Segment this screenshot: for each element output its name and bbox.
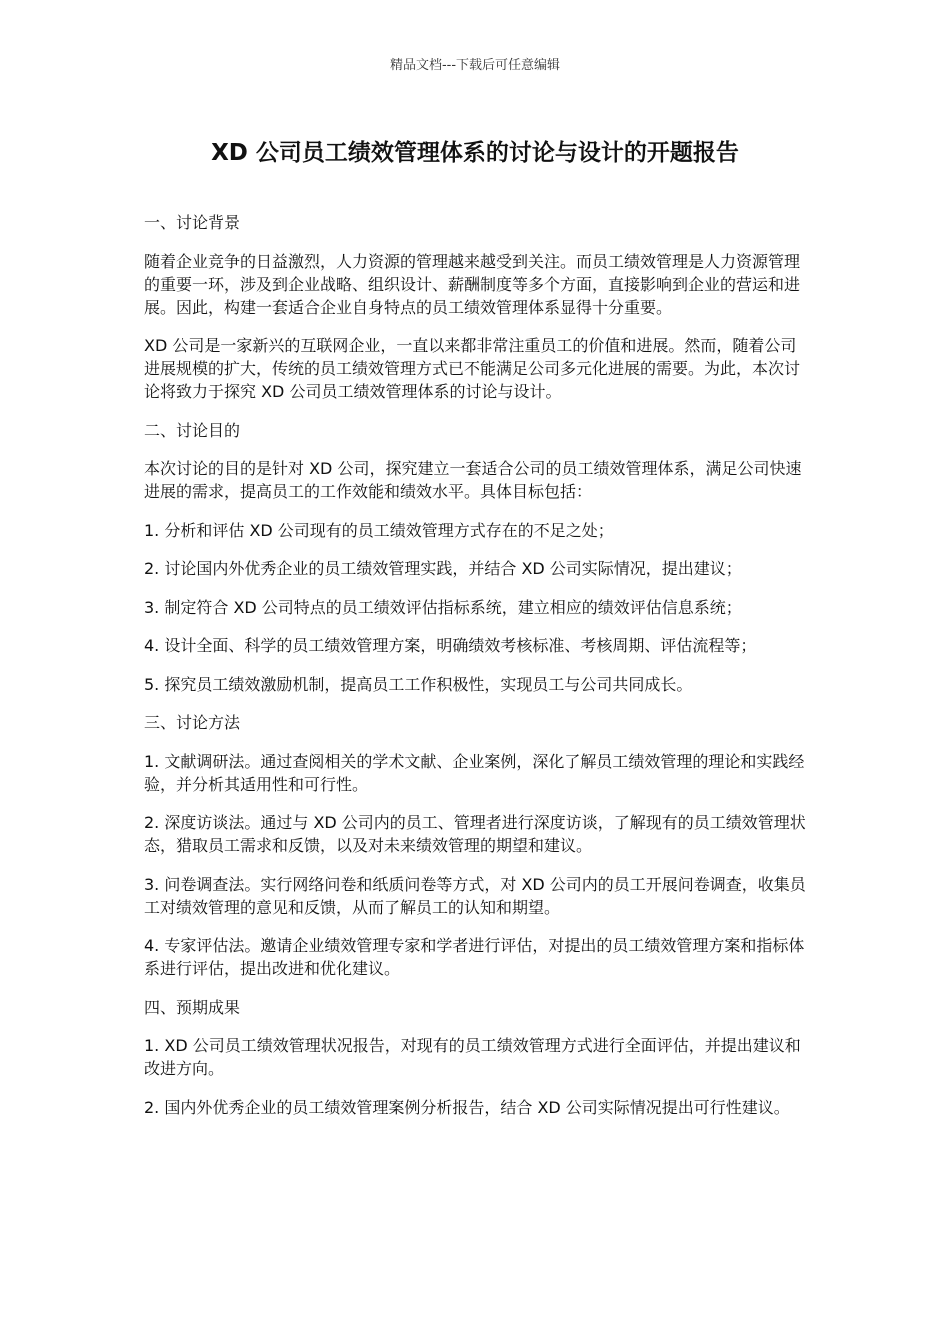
list-item: 2. 深度访谈法。通过与 XD 公司内的员工、管理者进行深度访谈，了解现有的员工绩效管理状态，猎取员工需求和反馈，以及对未来绩效管理的期望和建议。: [144, 813, 806, 855]
list-item: 4. 专家评估法。邀请企业绩效管理专家和学者进行评估，对提出的员工绩效管理方案和指标体系进行评估，提出改进和优化建议。: [144, 936, 805, 978]
list-item: 5. 探究员工绩效激励机制，提高员工工作积极性，实现员工与公司共同成长。: [144, 674, 693, 694]
paragraph: XD 公司是一家新兴的互联网企业，一直以来都非常注重员工的价值和进展。然而，随着公司进展规模的扩大，传统的员工绩效管理方式已不能满足公司多元化进展的需要。为此，本次讨论将致力于探究 XD 公司员工绩效管理体系的讨论与设计。: [144, 336, 801, 401]
paragraph: 本次讨论的目的是针对 XD 公司，探究建立一套适合公司的员工绩效管理体系，满足公司快速进展的需求，提高员工的工作效能和绩效水平。具体目标包括：: [144, 459, 802, 501]
list-item: 2. 讨论国内外优秀企业的员工绩效管理实践，并结合 XD 公司实际情况，提出建议；: [144, 559, 742, 578]
list-item: 4. 设计全面、科学的员工绩效管理方案，明确绩效考核标准、考核周期、评估流程等；: [144, 636, 757, 655]
list-item: 2. 国内外优秀企业的员工绩效管理案例分析报告，结合 XD 公司实际情况提出可行性建议。: [144, 1097, 790, 1117]
section-heading-objectives: 二、讨论目的: [144, 420, 241, 440]
document-body: [144, 211, 808, 1134]
paragraph: 随着企业竞争的日益激烈，人力资源的管理越来越受到关注。而员工绩效管理是人力资源管理的重要一环，涉及到企业战略、组织设计、薪酬制度等多个方面，直接影响到企业的营运和进展。因此，构建一套适合企业自身特点的员工绩效管理体系显得十分重要。: [144, 251, 801, 317]
list-item: 3. 制定符合 XD 公司特点的员工绩效评估指标系统，建立相应的绩效评估信息系统；: [144, 597, 742, 617]
section-heading-methods: 三、讨论方法: [144, 713, 241, 732]
list-item: 1. 文献调研法。通过查阅相关的学术文献、企业案例，深化了解员工绩效管理的理论和实践经验，并分析其适用性和可行性。: [144, 751, 805, 794]
section-heading-results: 四、预期成果: [144, 997, 241, 1017]
section-heading-background: 一、讨论背景: [144, 213, 241, 232]
list-item: 3. 问卷调查法。实行网络问卷和纸质问卷等方式，对 XD 公司内的员工开展问卷调查，收集员工对绩效管理的意见和反馈，从而了解员工的认知和期望。: [144, 874, 806, 917]
document-title: XD 公司员工绩效管理体系的讨论与设计的开题报告: [211, 140, 739, 166]
page-header: 精品文档---下载后可任意编辑: [389, 58, 561, 73]
list-item: 1. 分析和评估 XD 公司现有的员工绩效管理方式存在的不足之处；: [144, 520, 614, 540]
list-item: 1. XD 公司员工绩效管理状况报告，对现有的员工绩效管理方式进行全面评估，并提出建议和改进方向。: [144, 1036, 801, 1078]
